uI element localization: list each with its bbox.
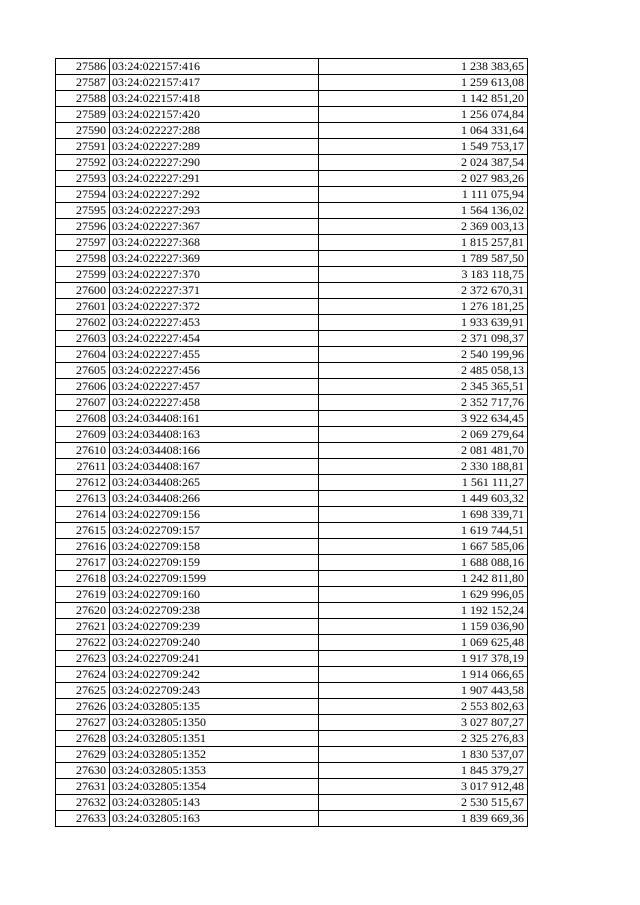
cadastral-number-cell: 03:24:032805:1350 [110, 715, 319, 731]
row-number-cell: 27624 [56, 667, 110, 683]
cadastral-number-cell: 03:24:022227:291 [110, 171, 319, 187]
value-cell: 1 256 074,84 [319, 107, 528, 123]
value-cell: 1 914 066,65 [319, 667, 528, 683]
cadastral-number-cell: 03:24:032805:1352 [110, 747, 319, 763]
cadastral-number-cell: 03:24:022227:453 [110, 315, 319, 331]
table-row [56, 411, 528, 427]
cadastral-number-cell: 03:24:034408:166 [110, 443, 319, 459]
cadastral-number-cell: 03:24:022709:1599 [110, 571, 319, 587]
row-number-cell: 27586 [56, 59, 110, 75]
row-number-cell: 27597 [56, 235, 110, 251]
value-cell: 1 907 443,58 [319, 683, 528, 699]
table-row [56, 219, 528, 235]
cadastral-number-cell: 03:24:022227:370 [110, 267, 319, 283]
row-number-cell: 27622 [56, 635, 110, 651]
cadastral-number-cell: 03:24:022227:456 [110, 363, 319, 379]
table-row [56, 347, 528, 363]
row-number-cell: 27588 [56, 91, 110, 107]
value-cell: 1 667 585,06 [319, 539, 528, 555]
cadastral-number-cell: 03:24:032805:163 [110, 811, 319, 827]
table-row [56, 763, 528, 779]
table-row [56, 235, 528, 251]
cadastral-number-cell: 03:24:022227:455 [110, 347, 319, 363]
value-cell: 2 485 058,13 [319, 363, 528, 379]
table-row [56, 427, 528, 443]
value-cell: 1 238 383,65 [319, 59, 528, 75]
value-cell: 1 069 625,48 [319, 635, 528, 651]
row-number-cell: 27600 [56, 283, 110, 299]
value-cell: 1 192 152,24 [319, 603, 528, 619]
table-row [56, 363, 528, 379]
row-number-cell: 27589 [56, 107, 110, 123]
value-cell: 1 561 111,27 [319, 475, 528, 491]
table-row [56, 811, 528, 827]
cadastral-number-cell: 03:24:032805:1353 [110, 763, 319, 779]
table-row [56, 139, 528, 155]
row-number-cell: 27595 [56, 203, 110, 219]
cadastral-number-cell: 03:24:022157:416 [110, 59, 319, 75]
cadastral-number-cell: 03:24:032805:135 [110, 699, 319, 715]
value-cell: 1 564 136,02 [319, 203, 528, 219]
table-row [56, 571, 528, 587]
value-cell: 1 830 537,07 [319, 747, 528, 763]
value-cell: 1 619 744,51 [319, 523, 528, 539]
row-number-cell: 27611 [56, 459, 110, 475]
cadastral-number-cell: 03:24:022709:240 [110, 635, 319, 651]
row-number-cell: 27617 [56, 555, 110, 571]
table-row [56, 107, 528, 123]
value-cell: 1 698 339,71 [319, 507, 528, 523]
cadastral-number-cell: 03:24:022709:238 [110, 603, 319, 619]
cadastral-number-cell: 03:24:022227:289 [110, 139, 319, 155]
table-row [56, 651, 528, 667]
value-cell: 1 064 331,64 [319, 123, 528, 139]
table-row [56, 779, 528, 795]
row-number-cell: 27610 [56, 443, 110, 459]
cadastral-number-cell: 03:24:022227:288 [110, 123, 319, 139]
cadastral-number-cell: 03:24:032805:1351 [110, 731, 319, 747]
cadastral-number-cell: 03:24:022227:369 [110, 251, 319, 267]
table-row [56, 443, 528, 459]
value-cell: 1 845 379,27 [319, 763, 528, 779]
table-row [56, 171, 528, 187]
cadastral-number-cell: 03:24:022709:243 [110, 683, 319, 699]
table-row [56, 315, 528, 331]
table-row [56, 523, 528, 539]
cadastral-number-cell: 03:24:022227:292 [110, 187, 319, 203]
table-row [56, 603, 528, 619]
cadastral-number-cell: 03:24:022227:458 [110, 395, 319, 411]
value-cell: 1 259 613,08 [319, 75, 528, 91]
table-row [56, 395, 528, 411]
row-number-cell: 27628 [56, 731, 110, 747]
cadastral-number-cell: 03:24:022157:418 [110, 91, 319, 107]
cadastral-number-cell: 03:24:022227:372 [110, 299, 319, 315]
table-row [56, 251, 528, 267]
cadastral-number-cell: 03:24:034408:161 [110, 411, 319, 427]
cadastral-number-cell: 03:24:032805:1354 [110, 779, 319, 795]
cadastral-number-cell: 03:24:034408:265 [110, 475, 319, 491]
table-row [56, 267, 528, 283]
cadastral-number-cell: 03:24:022157:420 [110, 107, 319, 123]
table-row [56, 491, 528, 507]
table-row [56, 155, 528, 171]
cadastral-number-cell: 03:24:022227:290 [110, 155, 319, 171]
row-number-cell: 27631 [56, 779, 110, 795]
table-row [56, 683, 528, 699]
row-number-cell: 27593 [56, 171, 110, 187]
table-row [56, 555, 528, 571]
row-number-cell: 27619 [56, 587, 110, 603]
cadastral-number-cell: 03:24:022709:159 [110, 555, 319, 571]
table-row [56, 587, 528, 603]
table-row [56, 507, 528, 523]
value-cell: 2 345 365,51 [319, 379, 528, 395]
value-cell: 2 369 003,13 [319, 219, 528, 235]
cadastral-number-cell: 03:24:022227:368 [110, 235, 319, 251]
row-number-cell: 27620 [56, 603, 110, 619]
table-row [56, 539, 528, 555]
table-row [56, 331, 528, 347]
value-cell: 2 325 276,83 [319, 731, 528, 747]
table-row [56, 619, 528, 635]
value-cell: 3 017 912,48 [319, 779, 528, 795]
value-cell: 2 081 481,70 [319, 443, 528, 459]
value-cell: 1 933 639,91 [319, 315, 528, 331]
row-number-cell: 27592 [56, 155, 110, 171]
table-body [56, 59, 528, 827]
row-number-cell: 27604 [56, 347, 110, 363]
row-number-cell: 27616 [56, 539, 110, 555]
value-cell: 1 839 669,36 [319, 811, 528, 827]
row-number-cell: 27605 [56, 363, 110, 379]
value-cell: 2 553 802,63 [319, 699, 528, 715]
cadastral-number-cell: 03:24:032805:143 [110, 795, 319, 811]
row-number-cell: 27608 [56, 411, 110, 427]
value-cell: 1 111 075,94 [319, 187, 528, 203]
cadastral-number-cell: 03:24:022227:454 [110, 331, 319, 347]
row-number-cell: 27590 [56, 123, 110, 139]
value-cell: 1 688 088,16 [319, 555, 528, 571]
value-cell: 1 549 753,17 [319, 139, 528, 155]
table-row [56, 731, 528, 747]
cadastral-number-cell: 03:24:022227:457 [110, 379, 319, 395]
value-cell: 2 069 279,64 [319, 427, 528, 443]
value-cell: 2 027 983,26 [319, 171, 528, 187]
value-cell: 1 242 811,80 [319, 571, 528, 587]
row-number-cell: 27618 [56, 571, 110, 587]
row-number-cell: 27591 [56, 139, 110, 155]
value-cell: 2 024 387,54 [319, 155, 528, 171]
row-number-cell: 27602 [56, 315, 110, 331]
value-cell: 1 276 181,25 [319, 299, 528, 315]
cadastral-number-cell: 03:24:034408:167 [110, 459, 319, 475]
table-row [56, 747, 528, 763]
row-number-cell: 27621 [56, 619, 110, 635]
table-row [56, 475, 528, 491]
value-cell: 3 922 634,45 [319, 411, 528, 427]
table-row [56, 283, 528, 299]
row-number-cell: 27614 [56, 507, 110, 523]
cadastral-number-cell: 03:24:022709:160 [110, 587, 319, 603]
row-number-cell: 27603 [56, 331, 110, 347]
cadastral-number-cell: 03:24:022709:242 [110, 667, 319, 683]
row-number-cell: 27594 [56, 187, 110, 203]
table-row [56, 635, 528, 651]
cadastral-number-cell: 03:24:034408:266 [110, 491, 319, 507]
row-number-cell: 27587 [56, 75, 110, 91]
cadastral-number-cell: 03:24:022709:241 [110, 651, 319, 667]
table-row [56, 379, 528, 395]
row-number-cell: 27615 [56, 523, 110, 539]
value-cell: 2 352 717,76 [319, 395, 528, 411]
value-cell: 2 330 188,81 [319, 459, 528, 475]
value-cell: 1 815 257,81 [319, 235, 528, 251]
row-number-cell: 27633 [56, 811, 110, 827]
row-number-cell: 27606 [56, 379, 110, 395]
value-cell: 2 530 515,67 [319, 795, 528, 811]
value-cell: 1 159 036,90 [319, 619, 528, 635]
row-number-cell: 27596 [56, 219, 110, 235]
table-row [56, 187, 528, 203]
cadastral-number-cell: 03:24:022227:293 [110, 203, 319, 219]
table-row [56, 459, 528, 475]
table-row [56, 699, 528, 715]
table-row [56, 91, 528, 107]
row-number-cell: 27627 [56, 715, 110, 731]
table-row [56, 299, 528, 315]
cadastral-number-cell: 03:24:034408:163 [110, 427, 319, 443]
value-cell: 1 789 587,50 [319, 251, 528, 267]
row-number-cell: 27609 [56, 427, 110, 443]
cadastral-number-cell: 03:24:022227:371 [110, 283, 319, 299]
value-cell: 2 372 670,31 [319, 283, 528, 299]
row-number-cell: 27613 [56, 491, 110, 507]
value-cell: 2 371 098,37 [319, 331, 528, 347]
cadastral-number-cell: 03:24:022709:157 [110, 523, 319, 539]
cadastral-number-cell: 03:24:022227:367 [110, 219, 319, 235]
row-number-cell: 27630 [56, 763, 110, 779]
data-table [55, 58, 528, 827]
cadastral-number-cell: 03:24:022709:239 [110, 619, 319, 635]
value-cell: 1 449 603,32 [319, 491, 528, 507]
row-number-cell: 27625 [56, 683, 110, 699]
table-row [56, 667, 528, 683]
table-row [56, 203, 528, 219]
table-row [56, 795, 528, 811]
row-number-cell: 27632 [56, 795, 110, 811]
cadastral-number-cell: 03:24:022157:417 [110, 75, 319, 91]
value-cell: 3 183 118,75 [319, 267, 528, 283]
value-cell: 1 142 851,20 [319, 91, 528, 107]
value-cell: 1 917 378,19 [319, 651, 528, 667]
row-number-cell: 27601 [56, 299, 110, 315]
row-number-cell: 27623 [56, 651, 110, 667]
value-cell: 1 629 996,05 [319, 587, 528, 603]
row-number-cell: 27626 [56, 699, 110, 715]
value-cell: 3 027 807,27 [319, 715, 528, 731]
cadastral-number-cell: 03:24:022709:158 [110, 539, 319, 555]
value-cell: 2 540 199,96 [319, 347, 528, 363]
row-number-cell: 27612 [56, 475, 110, 491]
row-number-cell: 27598 [56, 251, 110, 267]
table-row [56, 123, 528, 139]
table-row [56, 59, 528, 75]
table-row [56, 715, 528, 731]
table-row [56, 75, 528, 91]
cadastral-number-cell: 03:24:022709:156 [110, 507, 319, 523]
row-number-cell: 27629 [56, 747, 110, 763]
row-number-cell: 27607 [56, 395, 110, 411]
row-number-cell: 27599 [56, 267, 110, 283]
